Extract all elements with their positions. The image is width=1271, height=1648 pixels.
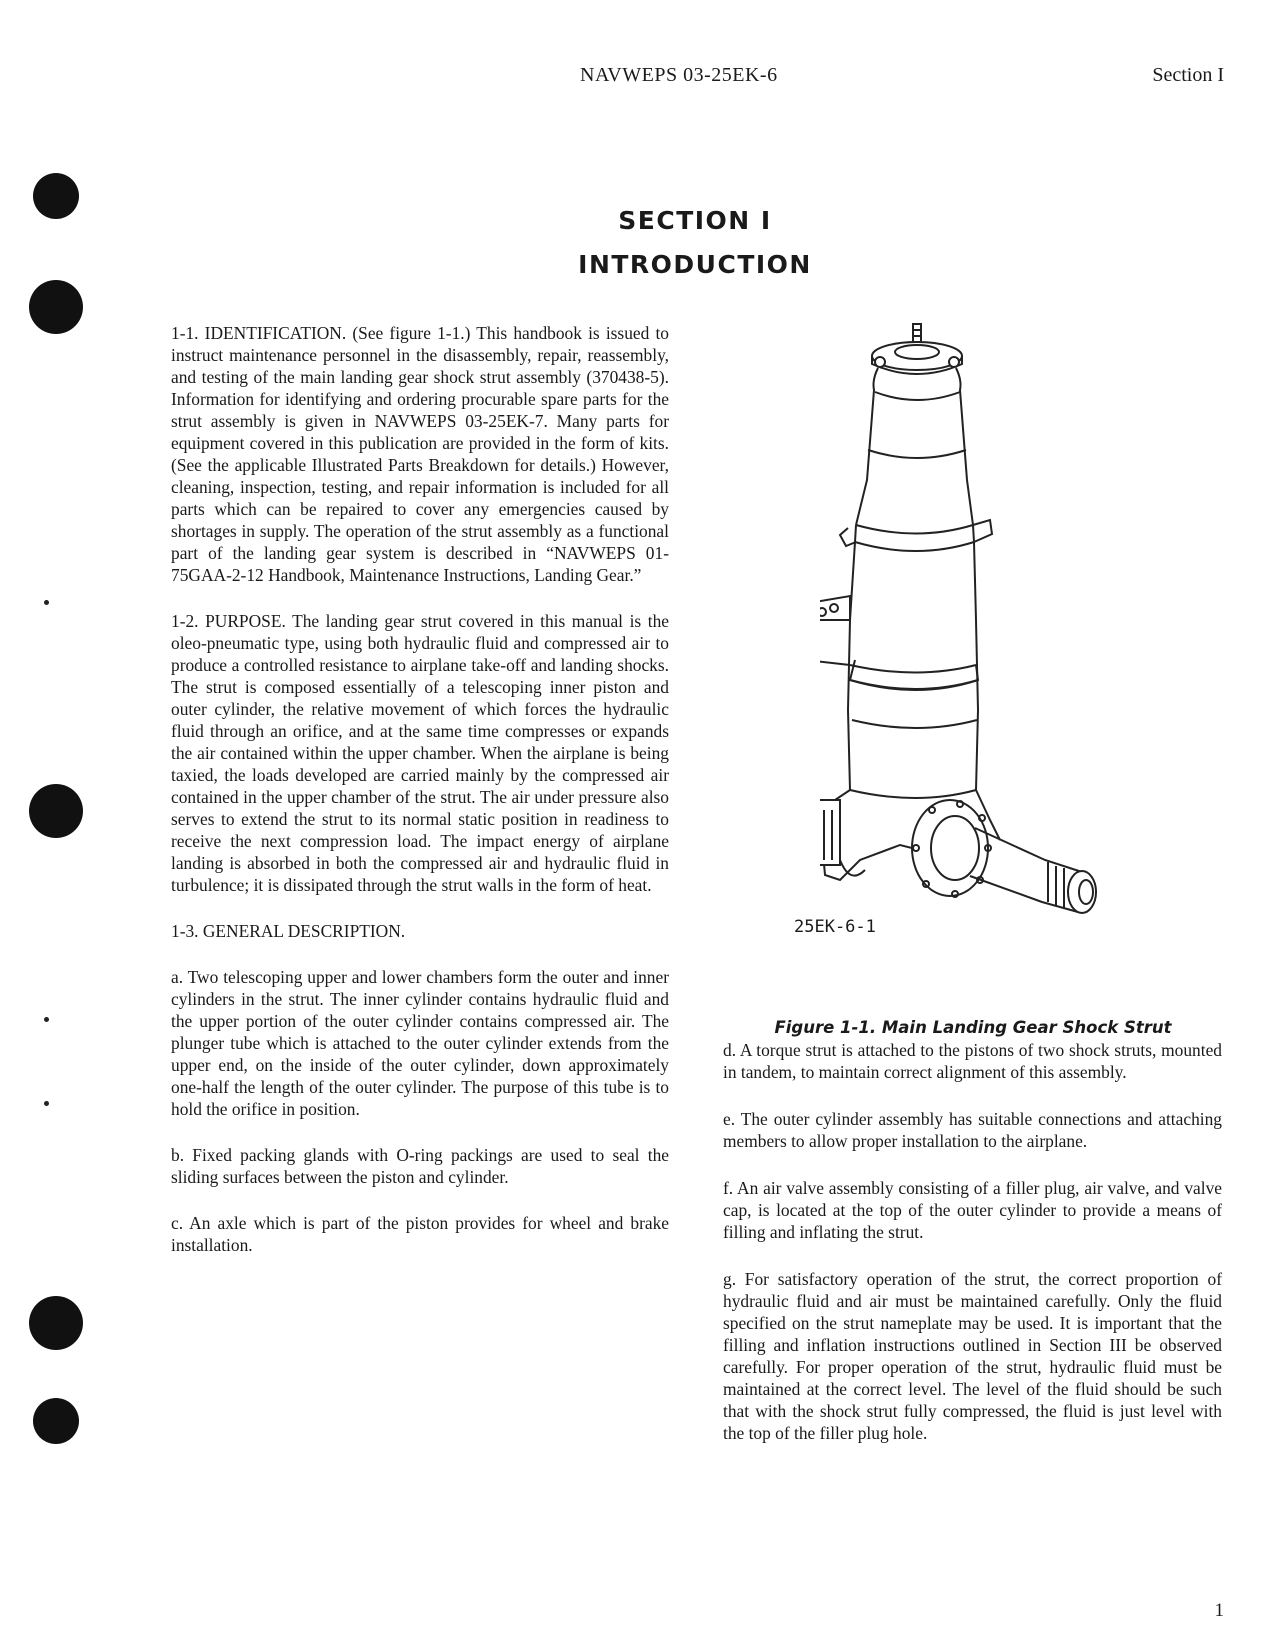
margin-dot — [44, 1017, 49, 1022]
paragraph-b: b. Fixed packing glands with O-ring packings are used to seal the sliding surfaces between the piston and cylinder. — [171, 1145, 669, 1187]
paragraph-identification: 1-1. IDENTIFICATION. (See figure 1-1.) This handbook is issued to instruct maintenance personnel in the disassembly, repair, reassembly, and testing of the main landing gear shock strut assembly (370438-5). Information for identifying and ordering procurable spare parts for the strut assembly is given in NAVWEPS 03-25EK-7. Many parts for equipment covered in this publication are provided in the form of kits. (See the applicable Illustrated Parts Breakdown for details.) However, cleaning, inspection, testing, and repair information is included for all parts which can be repaired to cover any emergencies caused by shortages in supply. The operation of the strut assembly as a functional part of the landing gear system is described in “NAVWEPS 01-75GAA-2-12 Handbook, Maintenance Instructions, Landing Gear.” — [171, 323, 669, 585]
left-column — [171, 322, 669, 1280]
paragraph-e: e. The outer cylinder assembly has suitable connections and attaching members to allow proper installation to the airplane. — [723, 1109, 1222, 1151]
paragraph-f: f. An air valve assembly consisting of a filler plug, air valve, and valve cap, is located at the top of the outer cylinder to provide a means of filling and inflating the strut. — [723, 1178, 1222, 1242]
paragraph-d: d. A torque strut is attached to the pistons of two shock struts, mounted in tandem, to maintain correct alignment of this assembly. — [723, 1040, 1222, 1082]
section-subtitle: INTRODUCTION — [578, 250, 812, 279]
paragraph-g: g. For satisfactory operation of the strut, the correct proportion of hydraulic fluid and air must be maintained carefully. Only the fluid specified on the strut nameplate may be used. It is important that the filling and inflation instructions outlined in Section III be observed carefully. For proper operation of the strut, hydraulic fluid must be maintained at the correct level. The level of the fluid should be such that with the shock strut fully compressed, the fluid is just level with the top of the filler plug hole. — [723, 1269, 1222, 1443]
paragraph-a: a. Two telescoping upper and lower chambers form the outer and inner cylinders in the strut. The inner cylinder contains hydraulic fluid and the upper portion of the outer cylinder contains compressed air. The plunger tube which is attached to the outer cylinder extends from the upper end, on the inside of the outer cylinder, down approximately one-half the length of the outer cylinder. The purpose of this tube is to hold the orifice in position. — [171, 967, 669, 1119]
binder-hole — [29, 280, 83, 334]
binder-hole — [29, 784, 83, 838]
right-column — [723, 1039, 1222, 1469]
shock-strut-illustration — [820, 320, 1160, 940]
binder-hole — [33, 1398, 79, 1444]
paragraph-purpose: 1-2. PURPOSE. The landing gear strut covered in this manual is the oleo-pneumatic type, using both hydraulic fluid and compressed air to produce a controlled resistance to airplane take-off and landing shocks. The strut is composed essentially of a telescoping inner piston and outer cylinder, the relative movement of which forces the hydraulic fluid through an orifice, and at the same time compresses or expands the air contained within the upper chamber. When the airplane is being taxied, the loads developed are carried mainly by the compressed air contained in the upper chamber of the strut. The air under pressure also serves to extend the strut to its normal static position in readiness to receive the next compression load. The impact energy of airplane landing is absorbed in both the compressed air and hydraulic fluid in turbulence; it is dissipated through the strut walls in the form of heat. — [171, 611, 669, 895]
paragraph-c: c. An axle which is part of the piston provides for wheel and brake installation. — [171, 1213, 669, 1255]
section-label: Section I — [1152, 64, 1224, 86]
binder-hole — [29, 1296, 83, 1350]
heading-general-description: 1-3. GENERAL DESCRIPTION. — [171, 921, 406, 941]
margin-dot — [44, 1101, 49, 1106]
figure-label: 25EK-6-1 — [794, 917, 876, 937]
figure-caption: Figure 1-1. Main Landing Gear Shock Strut — [774, 1018, 1172, 1037]
section-title: SECTION I — [618, 206, 772, 235]
margin-dot — [44, 600, 49, 605]
document-number: NAVWEPS 03-25EK-6 — [580, 64, 778, 86]
page-number: 1 — [1214, 1600, 1224, 1621]
